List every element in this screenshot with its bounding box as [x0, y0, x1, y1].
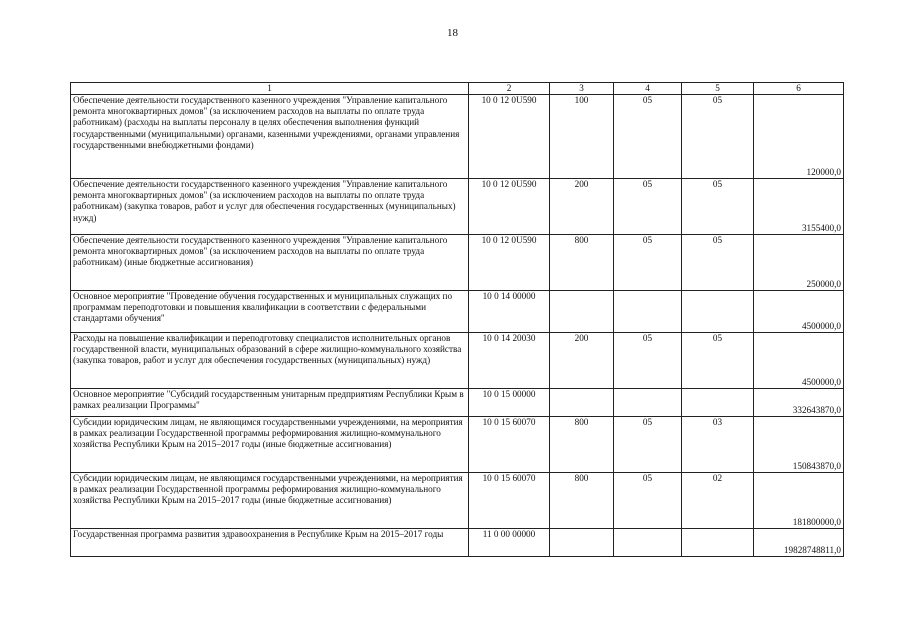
table-row: [71, 291, 844, 333]
row-amount-cell: 3155400,0: [754, 179, 844, 235]
row-section-cell: 05: [614, 333, 682, 389]
table-row: [71, 95, 844, 179]
row-amount-cell: 4500000,0: [754, 333, 844, 389]
column-header: 5: [682, 83, 754, 95]
row-name-cell: Субсидии юридическим лицам, не являющимся государственными учреждениями, на мероприятия в рамках реализации Государственной программы реформирования жилищно-коммунального хозяйства Республики Крым на 2015–2017 годы (иные бюджетные ассигнования): [71, 473, 469, 529]
row-code-cell: 10 0 12 0U590: [469, 179, 550, 235]
row-name-cell: Основное мероприятие "Субсидий государственным унитарным предприятиям Республики Крым в рамках реализации Программы": [71, 389, 469, 417]
row-expense-type-cell: 200: [550, 179, 614, 235]
row-section-cell: 05: [614, 235, 682, 291]
row-code-cell: 10 0 12 0U590: [469, 235, 550, 291]
row-subsection-cell: 05: [682, 333, 754, 389]
row-subsection-cell: [682, 389, 754, 417]
row-section-cell: 05: [614, 417, 682, 473]
row-expense-type-cell: 200: [550, 333, 614, 389]
table-row: [71, 235, 844, 291]
row-amount-cell: 19828748811,0: [754, 529, 844, 557]
row-amount-cell: 120000,0: [754, 95, 844, 179]
row-subsection-cell: 05: [682, 95, 754, 179]
row-name-cell: Обеспечение деятельности государственного казенного учреждения "Управление капитального ремонта многоквартирных домов" (за исключением расходов на выплаты по оплате труда работникам) (закупка товаров, работ и услуг для обеспечения государственных (муниципальных) нужд): [71, 179, 469, 235]
table-row: [71, 389, 844, 417]
table-row: [71, 473, 844, 529]
row-name-cell: Обеспечение деятельности государственного казенного учреждения "Управление капитального ремонта многоквартирных домов" (за исключением расходов на выплаты по оплате труда работникам) (расходы на выплаты персоналу в целях обеспечения выполнения функций государственными (муниципальными) органами, казенными учреждениями, органами управления государственными внебюджетными фондами): [71, 95, 469, 179]
table-row: [71, 179, 844, 235]
row-subsection-cell: 02: [682, 473, 754, 529]
row-code-cell: 11 0 00 00000: [469, 529, 550, 557]
table-row: [71, 417, 844, 473]
row-code-cell: 10 0 14 00000: [469, 291, 550, 333]
column-header: 6: [754, 83, 844, 95]
row-subsection-cell: 03: [682, 417, 754, 473]
row-expense-type-cell: [550, 291, 614, 333]
row-name-cell: Основное мероприятие "Проведение обучения государственных и муниципальных служащих по программам переподготовки и повышения квалификации в соответствии с федеральными стандартами обучения": [71, 291, 469, 333]
row-expense-type-cell: [550, 389, 614, 417]
row-expense-type-cell: 800: [550, 235, 614, 291]
column-header: 2: [469, 83, 550, 95]
row-expense-type-cell: 800: [550, 417, 614, 473]
table-row: [71, 529, 844, 557]
row-subsection-cell: 05: [682, 179, 754, 235]
row-code-cell: 10 0 14 20030: [469, 333, 550, 389]
row-name-cell: Обеспечение деятельности государственного казенного учреждения "Управление капитального ремонта многоквартирных домов" (за исключением расходов на выплаты по оплате труда работникам) (иные бюджетные ассигнования): [71, 235, 469, 291]
row-section-cell: [614, 291, 682, 333]
row-amount-cell: 181800000,0: [754, 473, 844, 529]
row-expense-type-cell: 100: [550, 95, 614, 179]
column-header: 1: [71, 83, 469, 95]
row-section-cell: [614, 389, 682, 417]
row-code-cell: 10 0 15 60070: [469, 473, 550, 529]
row-code-cell: 10 0 15 00000: [469, 389, 550, 417]
column-header: 4: [614, 83, 682, 95]
row-subsection-cell: 05: [682, 235, 754, 291]
row-section-cell: 05: [614, 95, 682, 179]
table-row: [71, 333, 844, 389]
row-section-cell: [614, 529, 682, 557]
row-code-cell: 10 0 15 60070: [469, 417, 550, 473]
row-amount-cell: 332643870,0: [754, 389, 844, 417]
row-code-cell: 10 0 12 0U590: [469, 95, 550, 179]
row-expense-type-cell: 800: [550, 473, 614, 529]
row-section-cell: 05: [614, 473, 682, 529]
budget-table: [70, 82, 844, 557]
row-name-cell: Государственная программа развития здравоохранения в Республике Крым на 2015–2017 годы: [71, 529, 469, 557]
row-section-cell: 05: [614, 179, 682, 235]
row-subsection-cell: [682, 291, 754, 333]
row-name-cell: Субсидии юридическим лицам, не являющимся государственными учреждениями, на мероприятия в рамках реализации Государственной программы реформирования жилищно-коммунального хозяйства Республики Крым на 2015–2017 годы (иные бюджетные ассигнования): [71, 417, 469, 473]
row-amount-cell: 4500000,0: [754, 291, 844, 333]
column-header: 3: [550, 83, 614, 95]
row-expense-type-cell: [550, 529, 614, 557]
table-header-row: [71, 83, 844, 95]
page-number: 18: [447, 27, 458, 39]
row-amount-cell: 250000,0: [754, 235, 844, 291]
row-name-cell: Расходы на повышение квалификации и переподготовку специалистов исполнительных органов государственной власти, муниципальных образований в сфере жилищно-коммунального хозяйства (закупка товаров, работ и услуг для обеспечения государственных (муниципальных) нужд): [71, 333, 469, 389]
row-amount-cell: 150843870,0: [754, 417, 844, 473]
row-subsection-cell: [682, 529, 754, 557]
